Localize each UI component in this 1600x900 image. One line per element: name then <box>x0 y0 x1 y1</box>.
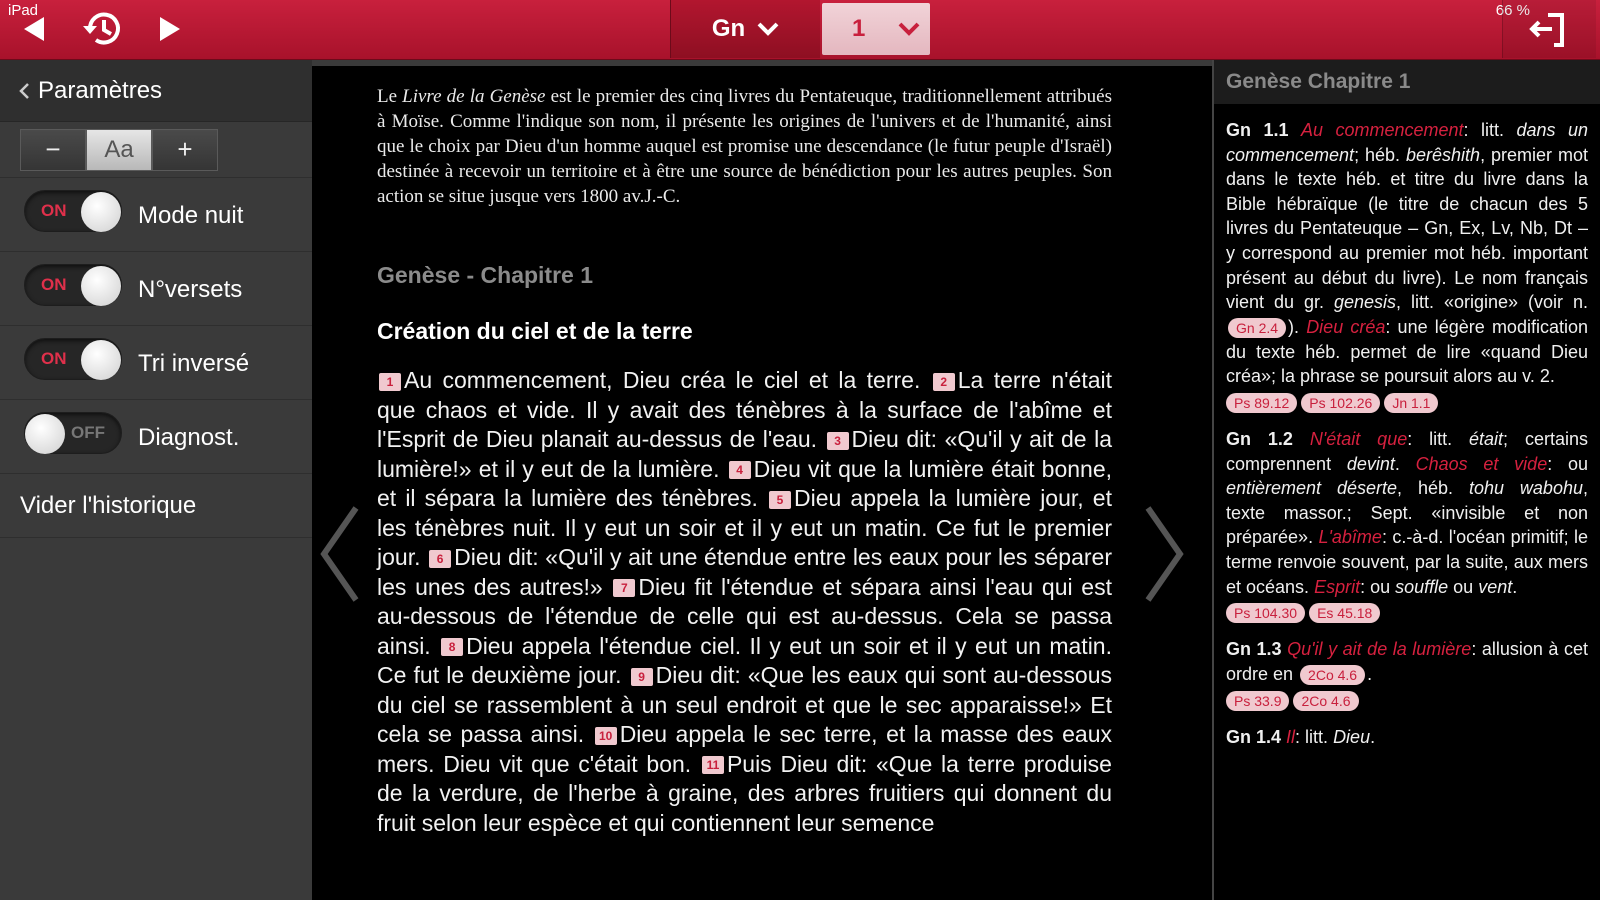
book-label: Gn <box>711 15 746 42</box>
intro-text: est le premier des cinq livres du Pentateuque, traditionnellement attribués à Moïse. Comme l'indique son nom, il présente les origines de l'univers et de l'humanité, ainsi que le choix par Dieu d'un homme auquel est promise une descendance (le futur peuple d'Israël) destinée à recevoir un territoire et à être une source de bénédiction pour les autres peuples. Son action se situe jusque vers 1800 av.J.-C. <box>377 86 1113 207</box>
verse-number[interactable]: 1 <box>379 373 401 391</box>
note-text: : litt. <box>1463 120 1517 140</box>
cross-ref-link[interactable]: Ps 102.26 <box>1301 393 1380 413</box>
verse-number[interactable]: 10 <box>595 727 617 745</box>
note-term: Il <box>1286 726 1296 747</box>
toggle-state: ON <box>41 275 67 294</box>
note-term: L'abîme <box>1318 527 1382 548</box>
triangle-left-icon <box>20 14 50 44</box>
note-text: . <box>1370 726 1376 747</box>
verse-text: Au commencement, Dieu créa le ciel et la terre. <box>404 367 931 393</box>
history-button[interactable] <box>72 0 134 58</box>
note-text: : ou <box>1547 453 1588 474</box>
back-button[interactable] <box>4 0 66 58</box>
toggle-knob <box>81 340 121 380</box>
note-italic: dans un commencement <box>1226 120 1588 165</box>
cross-ref-link[interactable]: 2Co 4.6 <box>1293 691 1358 711</box>
bible-text-pane <box>312 60 1212 900</box>
note-text: : litt. <box>1407 428 1470 449</box>
night-mode-toggle[interactable] <box>24 190 122 232</box>
chapter-selector[interactable] <box>822 3 930 55</box>
note-italic: souffle <box>1395 576 1449 597</box>
note-text: , héb. <box>1397 478 1469 499</box>
toggle-knob <box>25 414 65 454</box>
battery-level: 66 % <box>1495 2 1530 19</box>
verse-text: Dieu dit: «Qu'il y ait une étendue entre les eaux pour les séparer les unes des autres!» <box>377 544 1112 600</box>
note-text: ou <box>1448 576 1479 597</box>
note-italic: tohu wabohu <box>1468 478 1583 499</box>
font-style-button[interactable]: Aa <box>86 129 152 171</box>
verse-number[interactable]: 2 <box>933 373 955 391</box>
verse-number[interactable]: 9 <box>631 668 653 686</box>
note-italic: était <box>1469 428 1504 449</box>
verse-text: La terre n'était que chaos et vide. Il y avait des ténèbres à la surface de l'abîme et l'Esprit de Dieu planait au-dessus de l'eau. <box>377 367 1113 452</box>
font-size-controls <box>0 122 312 178</box>
settings-sidebar <box>0 60 312 900</box>
note-italic: devint <box>1346 453 1395 474</box>
note-text: : allusion à cet ordre en <box>1226 639 1588 684</box>
verse-text: Dieu fit l'étendue et sépara ainsi l'eau qui est au-dessous de l'étendue de celle qui est au-dessus. Cela se passa ainsi. <box>377 573 1112 659</box>
verse-text: Dieu vit que la lumière était bonne, et il sépara la lumière des ténèbres. <box>377 455 1112 511</box>
cross-refs <box>1214 687 1600 725</box>
font-decrease-button[interactable]: − <box>20 129 86 171</box>
settings-title: Paramètres <box>38 76 163 104</box>
note-term: Chaos et vide <box>1415 453 1548 474</box>
verse-text: Dieu dit: «Que les eaux qui sont au-dessous du ciel se rassemblent à un seul endroit et que le sec apparaisse!» Et cela se passa ainsi. <box>377 662 1112 747</box>
note-term: Esprit <box>1314 576 1361 597</box>
section-title: Création du ciel et de la terre <box>377 318 693 344</box>
verse-numbers-row <box>0 252 312 326</box>
note-term: N'était que <box>1309 428 1408 449</box>
chapter-label: 1 <box>852 15 866 42</box>
note-text: ; héb. <box>1354 144 1406 165</box>
note-text: : litt. <box>1295 726 1334 747</box>
note-text: ; certains comprennent <box>1226 428 1588 474</box>
book-selector[interactable] <box>670 0 820 58</box>
font-increase-button[interactable]: + <box>152 129 218 171</box>
verse-text: Dieu appela la lumière jour, et les ténèbres nuit. Il y eut un soir et il y eut un matin. Ce fut le premier jour. <box>377 485 1112 570</box>
verse-text: Dieu appela l'étendue ciel. Il y eut un soir et il y eut un matin. Ce fut le deuxième jour. <box>377 632 1112 688</box>
reverse-sort-row <box>0 326 312 400</box>
verse-number[interactable]: 4 <box>729 461 751 479</box>
cross-ref-link[interactable]: Jn 1.1 <box>1384 393 1438 413</box>
night-mode-row <box>0 178 312 252</box>
toggle-state: ON <box>41 201 67 220</box>
triangle-right-icon <box>154 14 184 44</box>
notes-title: Genèse Chapitre 1 <box>1214 60 1600 104</box>
note-1-1 <box>1214 118 1600 389</box>
cross-ref-link[interactable]: Es 45.18 <box>1309 603 1380 623</box>
cross-ref-link[interactable]: Gn 2.4 <box>1228 318 1286 338</box>
toggle-knob <box>81 192 121 232</box>
top-toolbar <box>0 0 1600 60</box>
verse-number[interactable]: 3 <box>827 432 849 450</box>
toggle-state: ON <box>41 349 67 368</box>
note-text: : ou <box>1360 576 1396 597</box>
note-1-3 <box>1214 637 1600 687</box>
verse-numbers-toggle[interactable] <box>24 264 122 306</box>
note-text: . <box>1367 663 1373 684</box>
toggle-knob <box>81 266 121 306</box>
note-term: Au commencement <box>1300 120 1464 140</box>
intro-book-title: Livre de la Genèse <box>402 86 546 107</box>
note-italic: Dieu <box>1333 726 1371 747</box>
note-ref: Gn 1.1 <box>1226 120 1289 140</box>
chevron-left-icon <box>18 82 30 100</box>
note-1-2 <box>1214 427 1600 599</box>
note-text: : c.-à-d. l'océan primitif; le terme renvoie souvent, par la suite, aux mers et océans. <box>1226 527 1588 597</box>
reverse-sort-toggle[interactable] <box>24 338 122 380</box>
diagnostics-label: Diagnost. <box>138 424 240 451</box>
verse-text: Dieu appela le sec terre, et la masse des eaux mers. Dieu vit que c'était bon. <box>377 721 1112 777</box>
note-italic: genesis <box>1333 292 1397 313</box>
verse-number[interactable]: 8 <box>441 638 463 656</box>
diagnostics-row <box>0 400 312 474</box>
note-italic: vent <box>1478 576 1513 597</box>
toggle-state: OFF <box>71 423 105 442</box>
next-chapter-arrow[interactable] <box>1144 504 1186 604</box>
verse-number[interactable]: 11 <box>702 756 724 774</box>
cross-ref-link[interactable]: 2Co 4.6 <box>1300 665 1365 685</box>
verse-text: Dieu dit: «Qu'il y ait de la lumière!» et il y eut de la lumière. <box>377 426 1112 482</box>
note-text: , texte massor.; Sept. «invisible et non préparée». <box>1226 478 1588 548</box>
verse-numbers-label: N°versets <box>138 276 243 303</box>
chevron-down-icon <box>757 22 779 36</box>
note-text: : une légère modification du texte héb. permet de lire «quand Dieu créa»; la phrase se poursuit alors au v. 2. <box>1226 316 1588 387</box>
cross-ref-link[interactable]: Ps 104.30 <box>1226 603 1305 623</box>
settings-header[interactable] <box>0 60 312 122</box>
clear-history-button[interactable]: Vider l'historique <box>0 474 312 538</box>
chapter-title: Genèse - Chapitre 1 <box>377 262 594 288</box>
note-italic: berêshith <box>1406 144 1481 165</box>
history-icon <box>80 6 126 52</box>
cross-ref-link[interactable]: Ps 89.12 <box>1226 393 1297 413</box>
cross-refs <box>1214 389 1600 427</box>
note-text: , litt. «origine» (voir n. <box>1396 292 1588 313</box>
note-ref: Gn 1.2 <box>1226 428 1293 449</box>
verse-text: Puis Dieu dit: «Que la terre produise de la verdure, de l'herbe à graine, des arbres fruitiers qui donnent du fruit selon leur espèce et qui contiennent leur semence <box>377 750 1112 836</box>
exit-button[interactable] <box>1502 0 1596 58</box>
note-italic: entièrement déserte <box>1226 478 1398 499</box>
note-term: Qu'il y ait de la lumière <box>1287 639 1472 660</box>
verse-list <box>377 366 1112 838</box>
exit-icon <box>1528 9 1572 49</box>
note-ref: Gn 1.3 <box>1226 639 1282 660</box>
previous-chapter-arrow[interactable] <box>318 504 360 604</box>
notes-panel <box>1212 60 1600 900</box>
note-term: Dieu créa <box>1306 316 1386 337</box>
note-ref: Gn 1.4 <box>1226 726 1282 747</box>
reverse-sort-label: Tri inversé <box>138 350 250 377</box>
note-text: ). <box>1288 316 1307 337</box>
verse-number[interactable]: 6 <box>429 550 451 568</box>
cross-refs <box>1214 599 1600 637</box>
intro-text: Le <box>377 86 403 107</box>
cross-ref-link[interactable]: Ps 33.9 <box>1226 691 1289 711</box>
device-label: iPad <box>8 2 39 19</box>
note-1-4 <box>1214 725 1600 750</box>
note-text: , premier mot dans le texte héb. et titre du livre dans la Bible hébraïque (le titre de chacun des 5 livres du Pentateuque – Gn, Ex, Lv, Nb, Dt – y correspond au premier mot héb. important présent au début du livre). Le nom français vient du gr. <box>1226 144 1588 313</box>
verse-number[interactable]: 5 <box>769 491 791 509</box>
chevron-down-icon <box>898 22 920 36</box>
verse-number[interactable]: 7 <box>613 579 635 597</box>
book-introduction <box>377 84 1112 209</box>
forward-button[interactable] <box>138 0 200 58</box>
note-text: . <box>1512 576 1518 597</box>
note-text: . <box>1394 453 1416 474</box>
night-mode-label: Mode nuit <box>138 202 244 229</box>
diagnostics-toggle[interactable] <box>24 412 122 454</box>
